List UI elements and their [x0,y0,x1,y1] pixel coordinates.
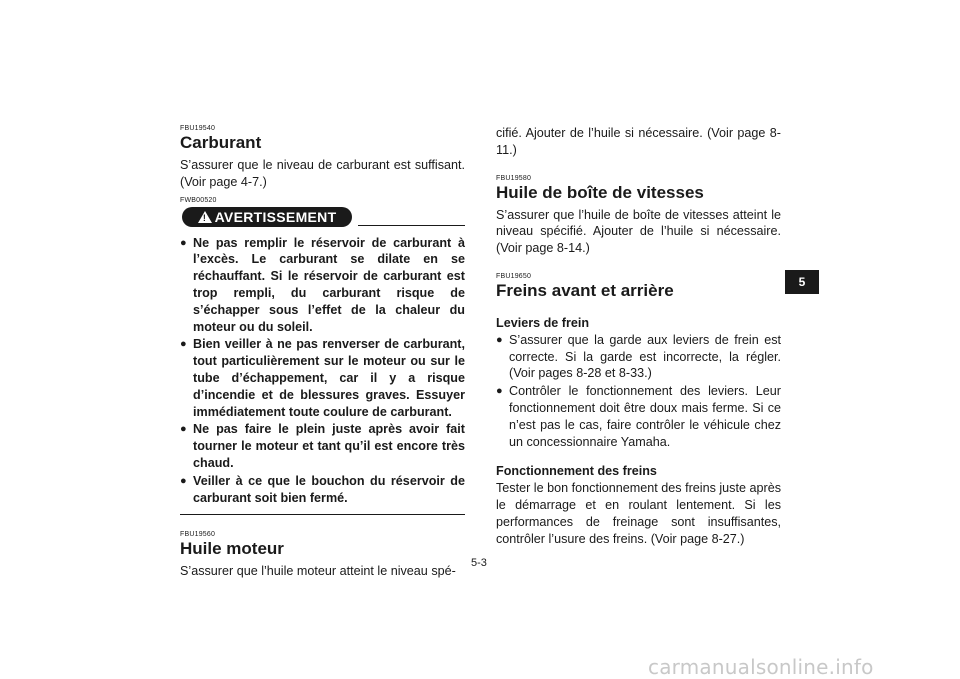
warning-end-rule [180,514,465,515]
section-title-brakes: Freins avant et arrière [496,280,674,300]
oil-text: S’assurer que l’huile moteur atteint le niveau spé- [180,564,456,579]
list-item: ● S’assurer que la garde aux leviers de frein est correcte. Si la garde est incorrecte, la régler. (Voir pages 8-28 et 8-33.) [496,332,781,381]
warning-triangle-icon: ! [198,211,212,223]
fuel-text: S’assurer que le niveau de carburant est suffisant. (Voir page 4-7.) [180,158,465,189]
warning-list [180,235,465,507]
bullet-icon: ● [180,338,187,351]
left-column [180,125,465,580]
function-text: Tester le bon fonctionnement des freins juste après le démarrage et en roulant lentement. Si les performances de freinage sont insuffisantes, contrôler l’usure des freins. (Voir page 8-27.) [496,481,781,546]
gearbox-text: S’assurer que l’huile de boîte de vitesses atteint le niveau spécifié. Ajouter de l’huile si nécessaire. (Voir page 8-14.) [496,207,781,256]
list-item: ● Contrôler le fonctionnement des leviers. Leur fonctionnement doit être doux mais ferme. Si ce n’est pas le cas, faire contrôler le véhicule chez un concessionnaire Yamaha. [496,384,781,449]
section-title-oil: Huile moteur [180,539,284,559]
warning-header [180,207,465,231]
right-column [496,125,781,547]
subsection-title-function: Fonctionnement des freins [496,464,657,479]
oil-text-continued: cifié. Ajouter de l’huile si nécessaire. (Voir page 8-11.) [496,126,781,157]
section-code: FBU19560 [180,531,216,539]
bullet-icon: ● [180,423,187,436]
list-item: ● Ne pas remplir le réservoir de carburant à l’excès. Le carburant se dilate en se réchauffant. Si le réservoir de carburant est trop rempli, du carburant risque de s’échapper sous l’effet de la chaleur du moteur ou du soleil. [180,235,465,334]
section-code: FBU19540 [180,125,216,132]
bullet-icon: ● [180,474,187,487]
warning-badge [182,207,352,227]
warning-rule [358,225,465,226]
section-title-fuel: Carburant [180,133,262,152]
list-item: ● Veiller à ce que le bouchon du réservoir de carburant soit bien fermé. [180,473,465,505]
subsection-title-levers: Leviers de frein [496,315,590,330]
warning-code: FWB00520 [180,196,217,204]
section-code: FBU19650 [496,272,532,280]
bullet-icon: ● [496,333,503,346]
section-code: FBU19580 [496,174,532,182]
warning-label: AVERTISSEMENT [214,208,337,225]
chapter-tab: 5 [785,270,819,294]
section-title-gearbox: Huile de boîte de vitesses [496,182,704,202]
watermark: carmanualsonline.info [648,655,874,679]
page-number: 5-3 [471,557,487,569]
bullet-icon: ● [180,236,187,249]
list-item: ● Bien veiller à ne pas renverser de carburant, tout particulièrement sur le moteur ou sur le tube d’échappement, car il y a risque d’incendie et de blessures graves. Essuyer immédiatement toute coulure de carburant. [180,337,465,419]
bullet-icon: ● [496,385,503,398]
list-item: ● Ne pas faire le plein juste après avoir fait tourner le moteur et tant qu’il est encore très chaud. [180,422,465,470]
levers-list [496,332,781,451]
